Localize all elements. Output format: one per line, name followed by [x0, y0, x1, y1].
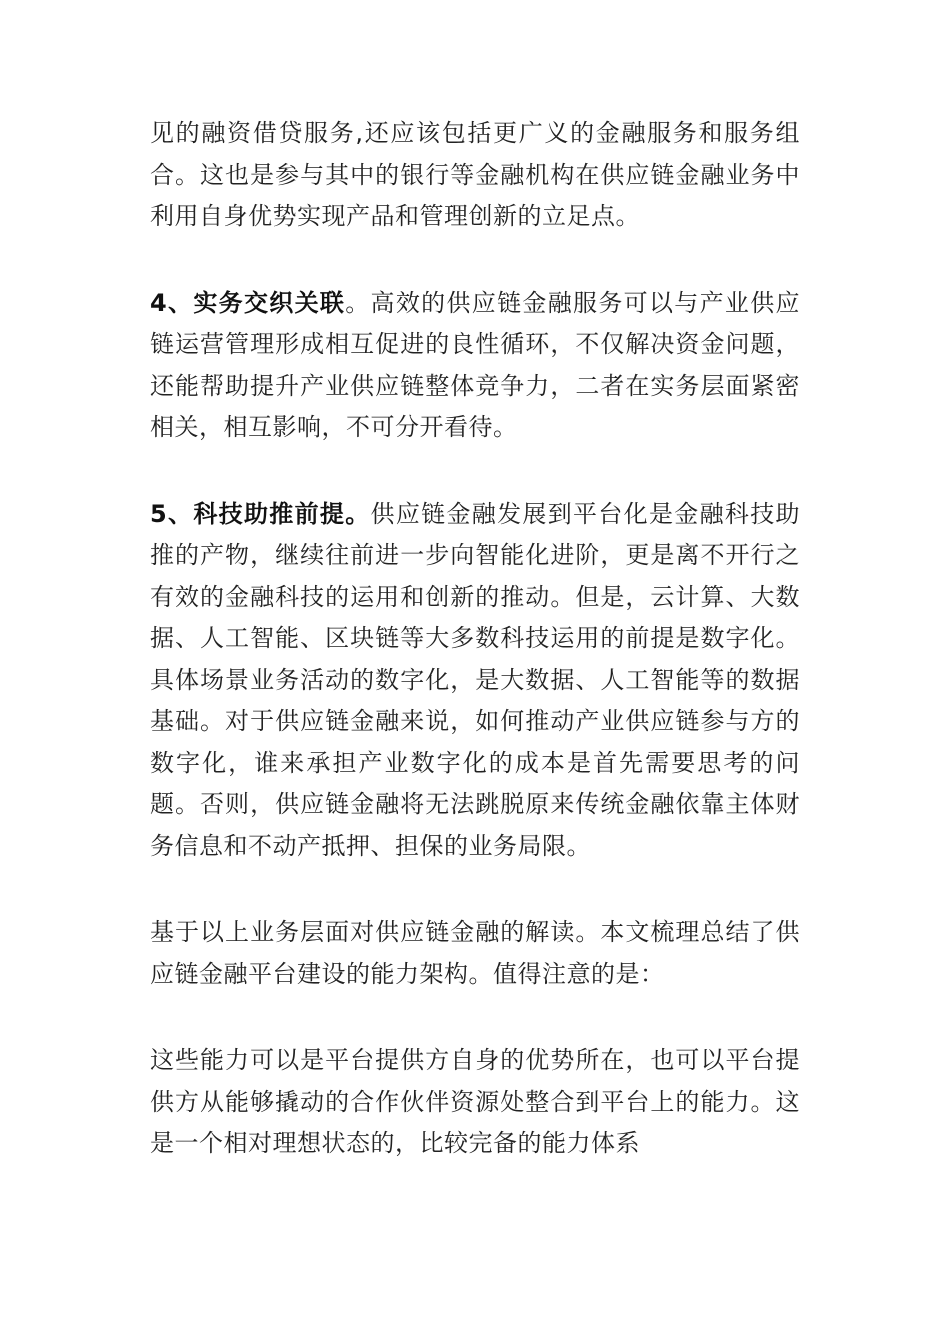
paragraph-interpretation-summary — [150, 912, 800, 995]
paragraph-practice-linkage — [150, 283, 800, 449]
paragraph-text: 这些能力可以是平台提供方自身的优势所在，也可以平台提供方从能够撬动的合作伙伴资源处整合到平台上的能力。这是一个相对理想状态的，比较完备的能力体系 — [150, 1046, 800, 1157]
paragraph-capability-system — [150, 1040, 800, 1165]
document-body — [150, 113, 800, 1210]
paragraph-heading: 4、实务交织关联 — [150, 288, 346, 317]
paragraph-tech-premise — [150, 494, 800, 868]
paragraph-text: 供应链金融发展到平台化是金融科技助推的产物，继续往前进一步向智能化进阶，更是离不开行之有效的金融科技的运用和创新的推动。但是，云计算、大数据、人工智能、区块链等大多数科技运用的前提是数字化。具体场景业务活动的数字化，是大数据、人工智能等的数据基础。对于供应链金融来说，如何推动产业供应链参与方的数字化，谁来承担产业数字化的成本是首先需要思考的问题。否则，供应链金融将无法跳脱原来传统金融依靠主体财务信息和不动产抵押、担保的业务局限。 — [150, 499, 801, 860]
paragraph-text: 见的融资借贷服务,还应该包括更广义的金融服务和服务组合。这也是参与其中的银行等金融机构在供应链金融业务中利用自身优势实现产品和管理创新的立足点。 — [150, 119, 800, 230]
paragraph-financing-services — [150, 113, 800, 238]
paragraph-text: 基于以上业务层面对供应链金融的解读。本文梳理总结了供应链金融平台建设的能力架构。值得注意的是： — [150, 918, 800, 988]
paragraph-text: 。高效的供应链金融服务可以与产业供应链运营管理形成相互促进的良性循环，不仅解决资金问题，还能帮助提升产业供应链整体竞争力，二者在实务层面紧密相关，相互影响，不可分开看待。 — [150, 288, 801, 441]
paragraph-heading: 5、科技助推前提。 — [150, 499, 371, 528]
